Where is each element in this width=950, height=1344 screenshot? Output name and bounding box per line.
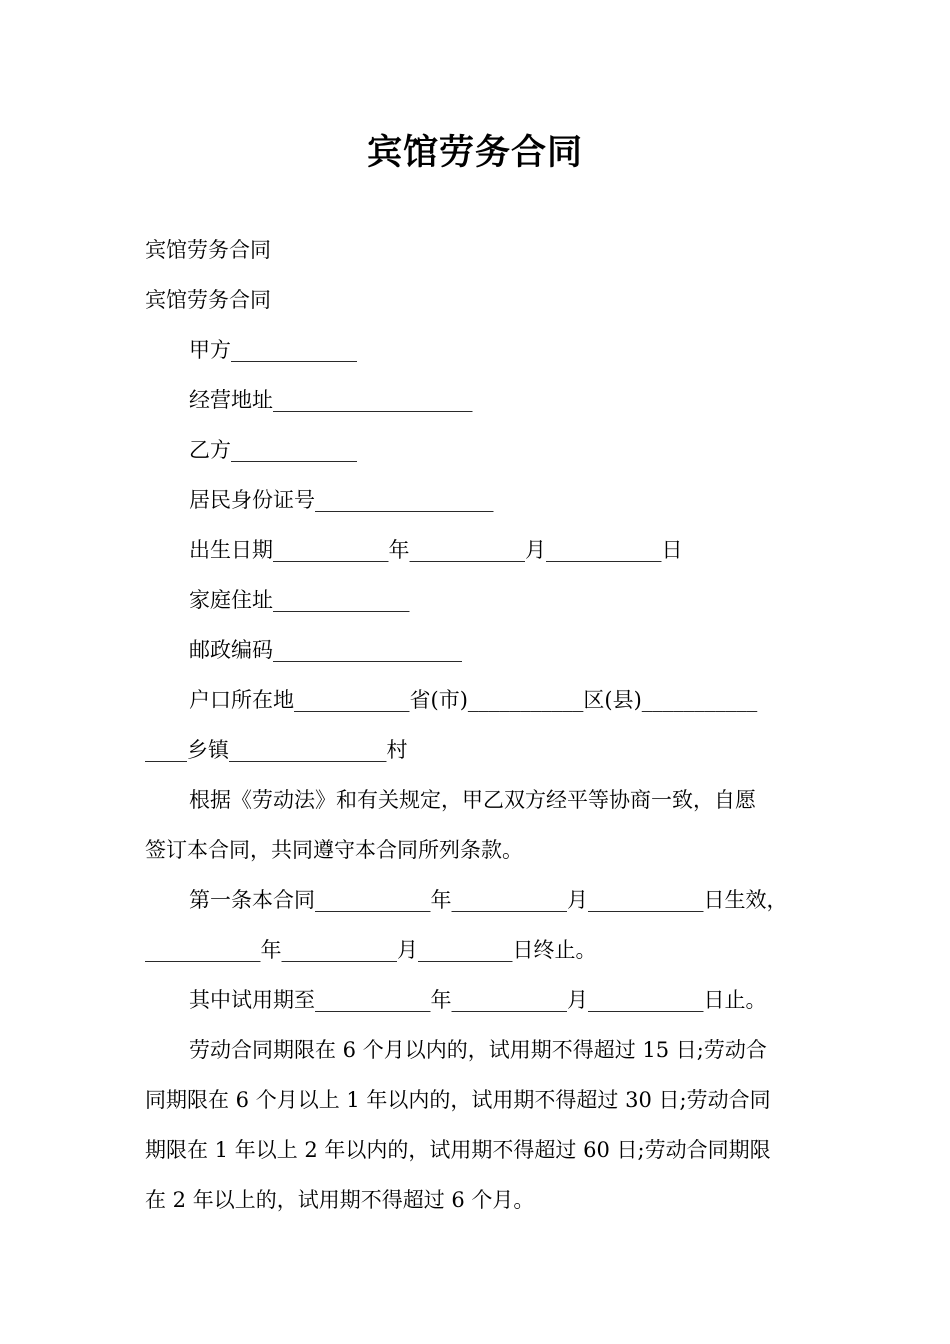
preamble-line-1: 根据《劳动法》和有关规定，甲乙双方经平等协商一致，自愿 <box>189 788 756 812</box>
home-address-line: 家庭住址_____________ <box>189 588 410 612</box>
household-registration-line-cont: ____乡镇_______________村 <box>145 738 408 762</box>
probation-line: 其中试用期至___________年___________月___________日止。 <box>189 988 767 1012</box>
party-a-line: 甲方____________ <box>189 338 357 362</box>
household-registration-line: 户口所在地___________省(市)___________区(县)___________ <box>189 688 758 712</box>
preamble-line-2: 签订本合同，共同遵守本合同所列条款。 <box>145 838 523 862</box>
doc-line-heading-repeat: 宾馆劳务合同 <box>145 288 271 312</box>
probation-rule-line-2: 同期限在 6 个月以上 1 年以内的，试用期不得超过 30 日;劳动合同 <box>145 1088 771 1112</box>
doc-line-heading: 宾馆劳务合同 <box>145 238 271 262</box>
article-one-line-1: 第一条本合同___________年___________月___________日生效， <box>189 888 788 912</box>
birth-date-line: 出生日期___________年___________月___________日 <box>189 538 683 562</box>
article-one-line-2: ___________年___________月_________日终止。 <box>145 938 597 962</box>
id-number-line: 居民身份证号_________________ <box>189 488 494 512</box>
document-title: 宾馆劳务合同 <box>366 133 583 173</box>
party-b-line: 乙方____________ <box>189 438 357 462</box>
business-address-line: 经营地址___________________ <box>189 388 473 412</box>
probation-rule-line-4: 在 2 年以上的，试用期不得超过 6 个月。 <box>145 1188 535 1212</box>
probation-rule-line-3: 期限在 1 年以上 2 年以内的，试用期不得超过 60 日;劳动合同期限 <box>145 1138 771 1162</box>
postal-code-line: 邮政编码__________________ <box>189 638 462 662</box>
probation-rule-line-1: 劳动合同期限在 6 个月以内的，试用期不得超过 15 日;劳动合 <box>189 1038 767 1062</box>
